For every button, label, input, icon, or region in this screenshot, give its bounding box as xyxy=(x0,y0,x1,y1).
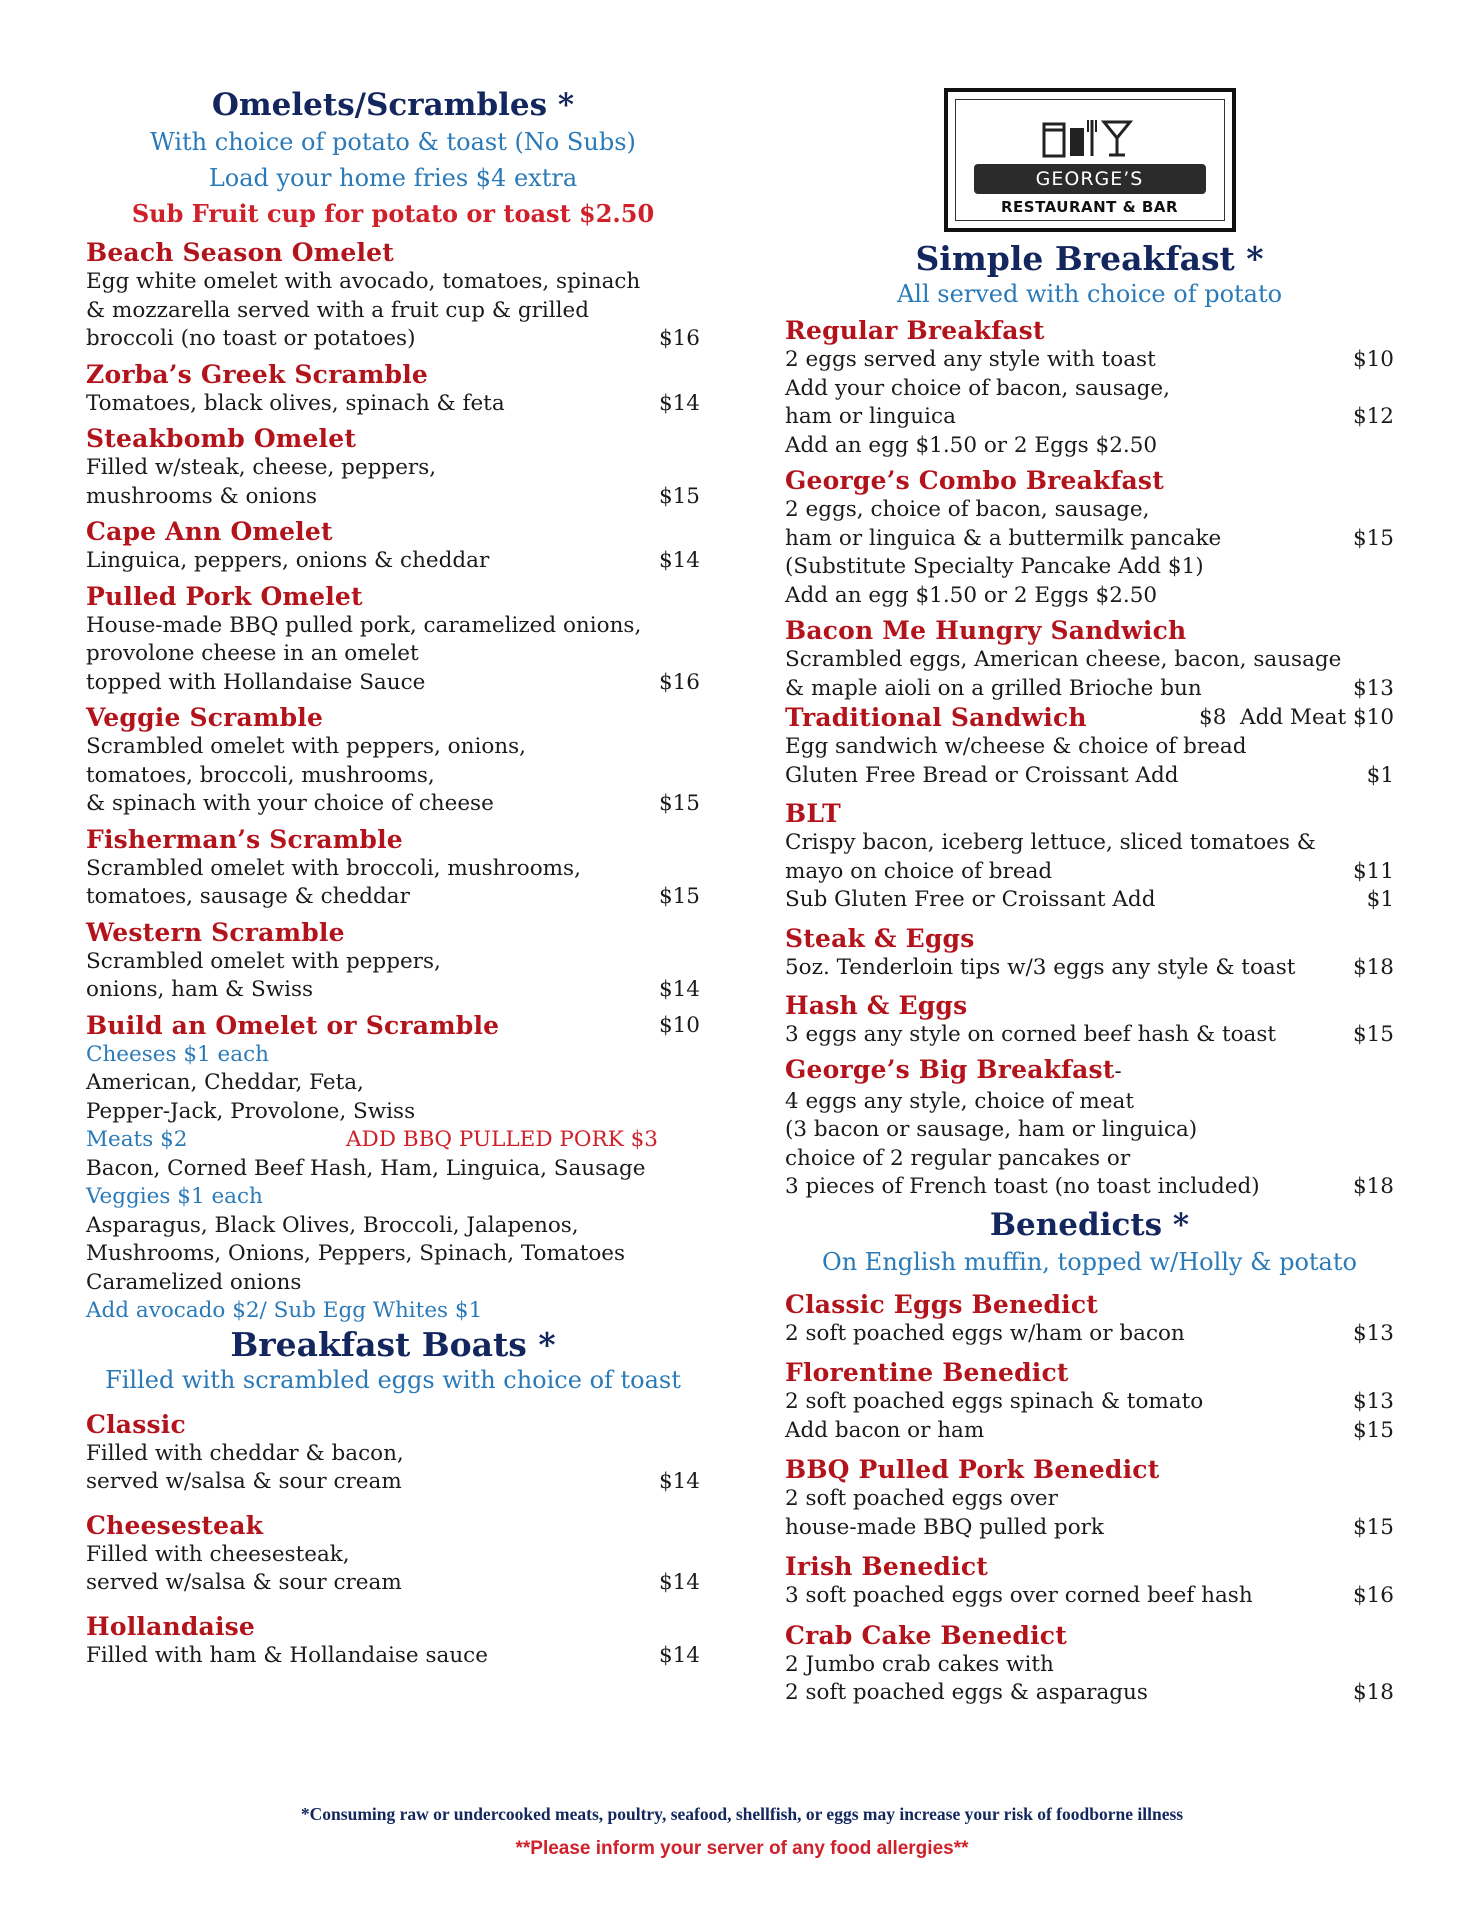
benedict-items xyxy=(785,1290,1394,1708)
menu-item-name: Steak & Eggs xyxy=(785,923,975,953)
big-breakfast xyxy=(785,1055,1394,1202)
menu-item-line xyxy=(86,1569,700,1598)
menu-item xyxy=(86,582,700,698)
omelets-title: Omelets/Scrambles * xyxy=(211,87,575,123)
menu-item-desc: ham or linguica & a buttermilk pancake xyxy=(785,525,1222,551)
menu-item-line xyxy=(86,640,700,669)
meats-label: Meats $2 xyxy=(86,1127,188,1152)
veggies-list-3: Caramelized onions xyxy=(86,1269,302,1295)
menu-item xyxy=(785,1455,1394,1542)
bbq-add: ADD BBQ PULLED PORK $3 xyxy=(346,1127,658,1152)
menu-item xyxy=(86,825,700,912)
menu-item xyxy=(86,360,700,419)
menu-item-price: $16 xyxy=(1352,1583,1394,1608)
menu-item-desc: Scrambled omelet with broccoli, mushrooms, xyxy=(86,855,581,881)
veggies-list-1: Asparagus, Black Olives, Broccoli, Jalapenos, xyxy=(86,1212,579,1238)
omelets-sub-1: With choice of potato & toast (No Subs) xyxy=(150,128,636,156)
menu-item-line xyxy=(86,612,700,641)
menu-item-line xyxy=(785,1088,1394,1117)
logo-name: GEORGE’S xyxy=(974,164,1206,194)
menu-item xyxy=(785,466,1394,610)
build-omelet xyxy=(86,1011,700,1326)
boats-sub: Filled with scrambled eggs with choice of toast xyxy=(105,1365,681,1394)
menu-item-desc: Egg white omelet with avocado, tomatoes, spinach xyxy=(86,269,641,294)
build-omelet-name: Build an Omelet or Scramble xyxy=(86,1010,500,1040)
omelets-sub-3: Sub Fruit cup for potato or toast $2.50 xyxy=(131,199,655,228)
menu-item-desc: Filled with ham & Hollandaise sauce xyxy=(86,1642,488,1668)
menu-item-line xyxy=(86,454,700,483)
menu-item-name: Zorba’s Greek Scramble xyxy=(86,359,428,389)
menu-item-desc: served w/salsa & sour cream xyxy=(86,1570,402,1595)
menu-item-name: Classic xyxy=(86,1409,186,1439)
menu-item-line xyxy=(785,858,1394,887)
menu-item-desc: Crispy bacon, iceberg lettuce, sliced tomatoes & xyxy=(785,830,1316,855)
menu-item-name: Florentine Benedict xyxy=(785,1358,1069,1387)
menu-item-desc: 2 soft poached eggs spinach & tomato xyxy=(785,1389,1204,1414)
benedicts-title: Benedicts * xyxy=(989,1206,1190,1243)
menu-item-price: $13 xyxy=(1352,675,1394,701)
menu-item-price: $15 xyxy=(658,483,700,509)
menu-item-line xyxy=(86,1468,700,1497)
menu-item-line xyxy=(86,669,700,698)
menu-item-line xyxy=(86,483,700,512)
traditional-name: Traditional Sandwich xyxy=(785,703,1087,732)
menu-item-desc: 3 pieces of French toast (no toast included) xyxy=(785,1174,1260,1199)
menu-item-desc: & maple aioli on a grilled Brioche bun xyxy=(785,675,1202,701)
traditional-sandwich xyxy=(785,703,1394,790)
simple-items xyxy=(785,316,1394,703)
menu-item-desc: mushrooms & onions xyxy=(86,483,317,509)
logo-subtitle: RESTAURANT & BAR xyxy=(1000,198,1179,216)
omelets-sub-2: Load your home fries $4 extra xyxy=(208,164,578,192)
menu-item-line xyxy=(785,375,1394,404)
menu-item xyxy=(86,238,700,354)
menu-item-desc: Filled w/steak, cheese, peppers, xyxy=(86,455,437,480)
meats-list: Bacon, Corned Beef Hash, Ham, Linguica, Sausage xyxy=(86,1155,646,1181)
menu-item-price: $14 xyxy=(658,390,700,416)
menu-item-desc: 2 soft poached eggs & asparagus xyxy=(785,1680,1148,1705)
menu-item xyxy=(785,316,1394,460)
menu-item-desc: topped with Hollandaise Sauce xyxy=(86,669,426,695)
menu-item-line xyxy=(785,1514,1394,1543)
cheeses-label: Cheeses $1 each xyxy=(86,1041,269,1067)
menu-item-line xyxy=(785,553,1394,582)
menu-item-desc: Tomatoes, black olives, spinach & feta xyxy=(86,390,505,416)
menu-item-line xyxy=(785,829,1394,858)
left-column xyxy=(86,86,700,1670)
menu-item-line xyxy=(86,1541,700,1570)
traditional-price: $8 Add Meat $10 xyxy=(1199,705,1394,730)
menu-item-name: BLT xyxy=(785,799,841,828)
menu-item-desc: provolone cheese in an omelet xyxy=(86,641,419,666)
menu-item-line xyxy=(785,886,1394,915)
big-breakfast-lines xyxy=(785,1088,1394,1202)
build-omelet-price: $10 xyxy=(658,1012,700,1038)
menu-item-price: $15 xyxy=(658,884,700,909)
menu-item-line xyxy=(785,1145,1394,1174)
menu-item-line xyxy=(86,1642,700,1671)
menu-item-price: $12 xyxy=(1352,404,1394,429)
menu-item xyxy=(86,1410,700,1497)
menu-item-line xyxy=(86,790,700,819)
right-column xyxy=(785,86,1394,1708)
menu-item-price: $18 xyxy=(1352,1680,1394,1705)
menu-item-name: Western Scramble xyxy=(86,917,345,947)
menu-item-price: $1 xyxy=(1366,887,1394,912)
menu-item-desc: Linguica, peppers, onions & cheddar xyxy=(86,548,490,573)
menu-item-name: Crab Cake Benedict xyxy=(785,1620,1067,1650)
menu-item-price: $14 xyxy=(658,1570,700,1595)
menu-item-line xyxy=(785,1417,1394,1446)
menu-item-name: George’s Combo Breakfast xyxy=(785,466,1164,495)
menu-item-desc: 4 eggs any style, choice of meat xyxy=(785,1088,1134,1114)
menu-item-line xyxy=(785,1173,1394,1202)
big-breakfast-name: George’s Big Breakfast xyxy=(785,1054,1115,1084)
menu-item-line xyxy=(86,976,700,1005)
menu-item-desc: Filled with cheddar & bacon, xyxy=(86,1440,404,1466)
menu-item-desc: served w/salsa & sour cream xyxy=(86,1469,402,1494)
menu-item-price: $11 xyxy=(1352,858,1394,884)
traditional-line-1: Egg sandwich w/cheese & choice of bread xyxy=(785,734,1247,759)
menu-item-price: $13 xyxy=(1352,1389,1394,1414)
omelet-items xyxy=(86,238,700,1005)
menu-item-price: $15 xyxy=(1352,1417,1394,1443)
menu-item-desc: broccoli (no toast or potatoes) xyxy=(86,326,416,351)
menu-item-desc: Add an egg $1.50 or 2 Eggs $2.50 xyxy=(785,432,1158,458)
menu-item-desc: house-made BBQ pulled pork xyxy=(785,1514,1104,1540)
menu-item-line xyxy=(86,390,700,419)
veggies-list-2: Mushrooms, Onions, Peppers, Spinach, Tomatoes xyxy=(86,1241,626,1266)
menu-item-desc: 2 Jumbo crab cakes with xyxy=(785,1651,1054,1677)
menu-item-line xyxy=(785,646,1394,675)
menu-item-desc: Add bacon or ham xyxy=(785,1417,985,1443)
menu-item-name: Bacon Me Hungry Sandwich xyxy=(785,616,1187,645)
menu-item-line xyxy=(86,547,700,576)
menu-item xyxy=(86,703,700,819)
drinks-utensils-icon xyxy=(956,114,1224,162)
menu-item-price: $14 xyxy=(658,548,700,573)
menu-item-desc: Add your choice of bacon, sausage, xyxy=(785,375,1170,401)
simple-sub: All served with choice of potato xyxy=(896,280,1283,308)
boat-items xyxy=(86,1410,700,1671)
menu-item-line xyxy=(86,268,700,297)
menu-item-line xyxy=(86,1440,700,1469)
menu-item-name: BBQ Pulled Pork Benedict xyxy=(785,1455,1160,1484)
menu-item-line xyxy=(785,1582,1394,1611)
simple-items-2 xyxy=(785,799,1394,1050)
menu-item-line xyxy=(86,762,700,791)
menu-item xyxy=(785,1358,1394,1445)
menu-item-price: $15 xyxy=(1352,1514,1394,1540)
menu-item-price: $15 xyxy=(658,791,700,816)
menu-item-line xyxy=(785,1485,1394,1514)
menu-item-desc: 2 soft poached eggs over xyxy=(785,1486,1058,1511)
menu-item-price: $14 xyxy=(658,1469,700,1494)
menu-item-desc: Sub Gluten Free or Croissant Add xyxy=(785,887,1156,912)
simple-title: Simple Breakfast * xyxy=(915,239,1264,278)
menu-item-line xyxy=(785,1388,1394,1417)
big-breakfast-dash: - xyxy=(1114,1058,1122,1083)
menu-item-price: $10 xyxy=(1352,347,1394,372)
menu-item-price: $14 xyxy=(658,1642,700,1668)
menu-item-price: $14 xyxy=(658,977,700,1002)
menu-item-name: Veggie Scramble xyxy=(86,703,324,732)
menu-item xyxy=(86,1511,700,1598)
menu-item xyxy=(785,616,1394,703)
allergy-notice: **Please inform your server of any food allergies** xyxy=(515,1838,969,1859)
boats-title: Breakfast Boats * xyxy=(230,1324,556,1364)
menu-item xyxy=(785,991,1394,1050)
menu-item-desc: mayo on choice of bread xyxy=(785,858,1053,884)
menu-item xyxy=(86,1612,700,1671)
menu-item xyxy=(86,424,700,511)
menu-item-name: Cape Ann Omelet xyxy=(86,517,333,546)
menu-item-name: Regular Breakfast xyxy=(785,316,1045,345)
menu-item-line xyxy=(785,954,1394,983)
menu-item-price: $15 xyxy=(1352,525,1394,551)
menu-item-line xyxy=(86,883,700,912)
menu-item-desc: Add an egg $1.50 or 2 Eggs $2.50 xyxy=(785,582,1158,608)
menu-item xyxy=(785,799,1394,915)
menu-item-desc: onions, ham & Swiss xyxy=(86,977,314,1002)
menu-item xyxy=(785,1621,1394,1708)
menu-item-desc: Scrambled omelet with peppers, onions, xyxy=(86,734,526,759)
veggies-label: Veggies $1 each xyxy=(86,1184,263,1209)
menu-item-line xyxy=(86,325,700,354)
menu-item xyxy=(785,1290,1394,1349)
menu-item-line xyxy=(785,1651,1394,1680)
menu-item-desc: 2 eggs served any style with toast xyxy=(785,347,1156,372)
menu-item-line xyxy=(785,675,1394,704)
menu-item-price: $16 xyxy=(658,669,700,695)
menu-item-desc: Scrambled omelet with peppers, xyxy=(86,948,441,974)
menu-item-desc: & mozzarella served with a fruit cup & grilled xyxy=(86,297,589,323)
menu-item-name: Fisherman’s Scramble xyxy=(86,824,403,854)
benedicts-sub: On English muffin, topped w/Holly & potato xyxy=(822,1247,1357,1276)
menu-item-desc: 3 soft poached eggs over corned beef hash xyxy=(785,1583,1253,1608)
menu-item xyxy=(86,517,700,576)
menu-item-desc: ham or linguica xyxy=(785,404,956,429)
menu-item xyxy=(785,1552,1394,1611)
menu-item-line xyxy=(785,432,1394,461)
menu-item-line xyxy=(785,1679,1394,1708)
menu-item-desc: House-made BBQ pulled pork, caramelized onions, xyxy=(86,612,642,638)
menu-item-line xyxy=(785,346,1394,375)
menu-item-price: $16 xyxy=(658,326,700,351)
menu-item-desc: & spinach with your choice of cheese xyxy=(86,791,494,816)
menu-item-name: Steakbomb Omelet xyxy=(86,424,357,453)
menu-item-name: Beach Season Omelet xyxy=(86,238,395,267)
menu-item-name: Hollandaise xyxy=(86,1611,256,1641)
menu-item-desc: Scrambled eggs, American cheese, bacon, sausage xyxy=(785,647,1342,672)
traditional-line-2: Gluten Free Bread or Croissant Add xyxy=(785,762,1179,788)
menu-item-price: $13 xyxy=(1352,1320,1394,1346)
menu-item-price: $18 xyxy=(1352,1174,1394,1199)
menu-item xyxy=(86,918,700,1005)
menu-item-price: $15 xyxy=(1352,1022,1394,1047)
menu-item-name: Cheesesteak xyxy=(86,1510,264,1540)
menu-item-name: Irish Benedict xyxy=(785,1552,988,1581)
foodborne-warning: *Consuming raw or undercooked meats, poultry, seafood, shellfish, or eggs may increase your risk of foodborne illness xyxy=(300,1804,1184,1824)
menu-item-desc: 3 eggs any style on corned beef hash & toast xyxy=(785,1022,1277,1047)
addons: Add avocado $2/ Sub Egg Whites $1 xyxy=(86,1298,483,1323)
cheeses-list-1: American, Cheddar, Feta, xyxy=(86,1070,364,1095)
menu-item-line xyxy=(86,297,700,326)
menu-item xyxy=(785,924,1394,983)
menu-item-desc: (3 bacon or sausage, ham or linguica) xyxy=(785,1117,1198,1142)
menu-item-price: $18 xyxy=(1352,954,1394,980)
menu-item-desc: 2 soft poached eggs w/ham or bacon xyxy=(785,1320,1185,1346)
menu-item-desc: 5oz. Tenderloin tips w/3 eggs any style & toast xyxy=(785,954,1296,980)
menu-item-line xyxy=(785,582,1394,611)
menu-item-desc: Filled with cheesesteak, xyxy=(86,1541,350,1567)
menu-item-line xyxy=(785,496,1394,525)
menu-item-name: Classic Eggs Benedict xyxy=(785,1289,1099,1319)
menu-item-desc: (Substitute Specialty Pancake Add $1) xyxy=(785,554,1204,579)
menu-item-line xyxy=(86,855,700,884)
menu-item-line xyxy=(785,1116,1394,1145)
menu-item-desc: tomatoes, broccoli, mushrooms, xyxy=(86,762,435,788)
menu-item-desc: 2 eggs, choice of bacon, sausage, xyxy=(785,497,1150,522)
menu-item-line xyxy=(785,525,1394,554)
menu-item-name: Hash & Eggs xyxy=(785,991,968,1020)
menu-item-desc: tomatoes, sausage & cheddar xyxy=(86,884,410,909)
menu-item-line xyxy=(86,948,700,977)
menu-item-line xyxy=(86,733,700,762)
traditional-line-2-price: $1 xyxy=(1366,762,1394,788)
restaurant-logo xyxy=(944,88,1236,232)
cheeses-list-2: Pepper-Jack, Provolone, Swiss xyxy=(86,1098,416,1124)
menu-item-desc: choice of 2 regular pancakes or xyxy=(785,1145,1131,1171)
menu-item-line xyxy=(785,1021,1394,1050)
menu-item-name: Pulled Pork Omelet xyxy=(86,581,363,611)
menu-item-line xyxy=(785,403,1394,432)
menu-item-line xyxy=(785,1320,1394,1349)
